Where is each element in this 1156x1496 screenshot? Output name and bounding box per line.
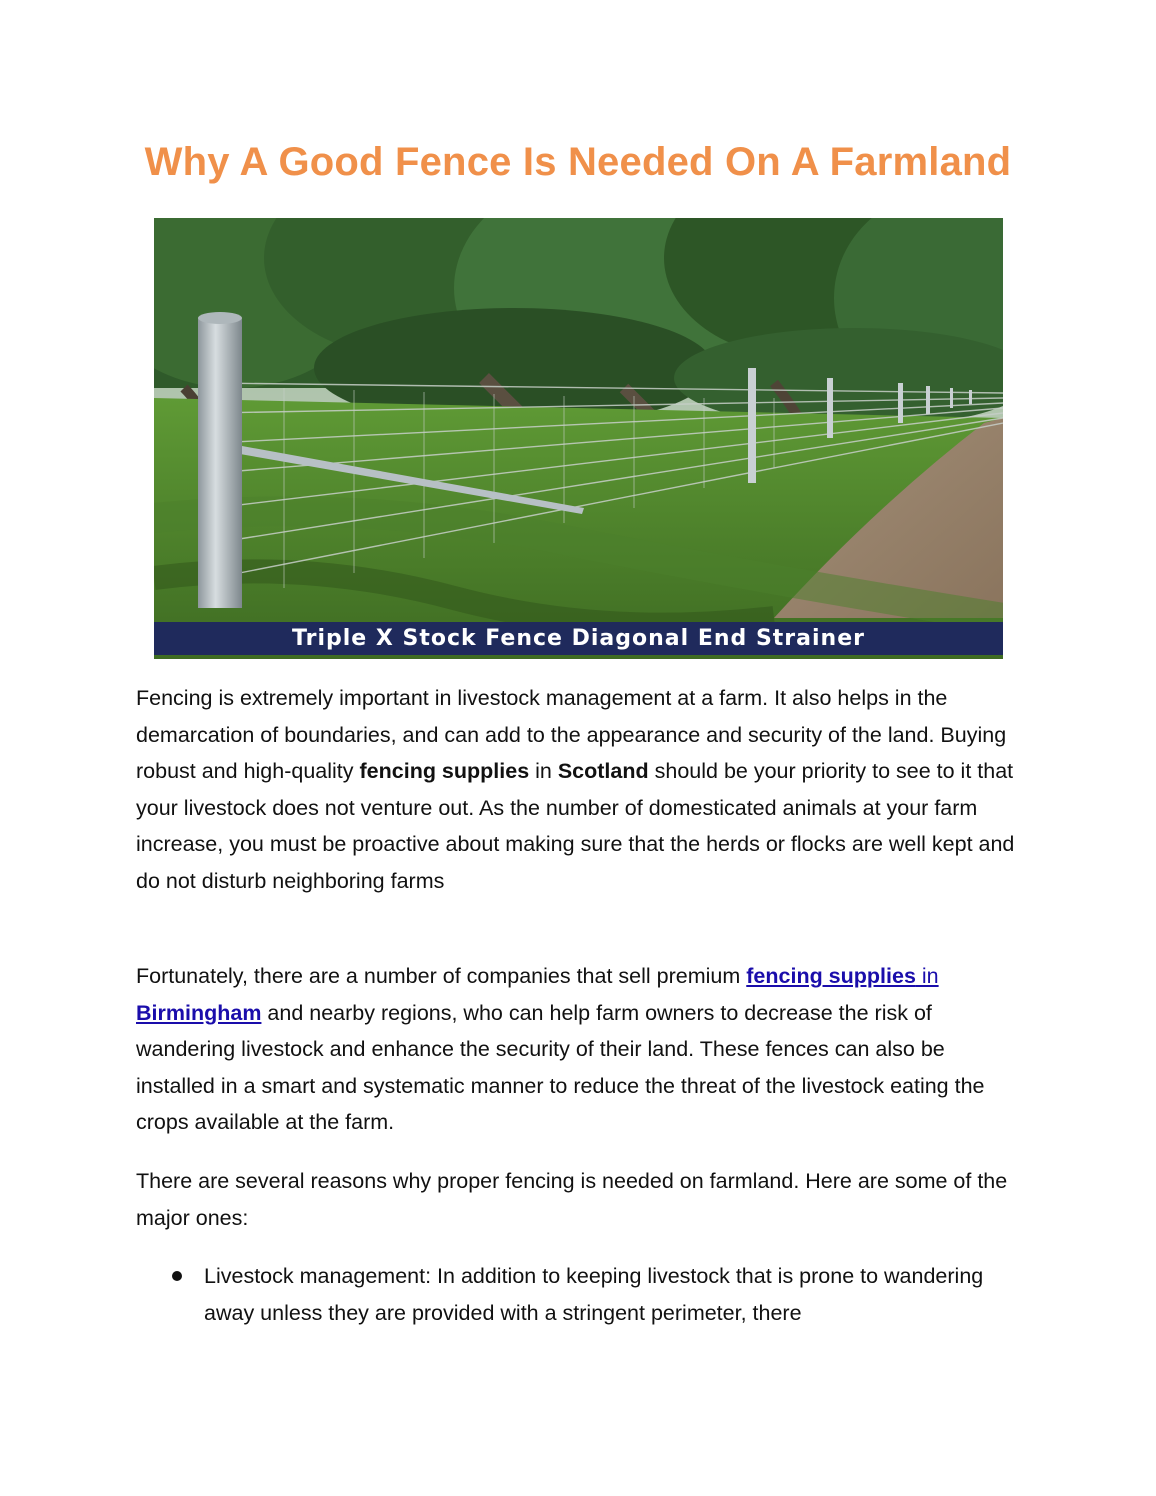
- page-title: Why A Good Fence Is Needed On A Farmland: [144, 140, 1012, 184]
- bold-phrase: fencing supplies: [359, 759, 530, 783]
- text-run: Fencing is extremely important in livestock management at a farm. It also helps in the demarcation of boundaries, and can add to the appearance and security of the land. Buying robust and high-quality: [136, 686, 1007, 783]
- text-run: Fortunately, there are a number of companies that sell premium: [136, 964, 747, 988]
- bold-location: Scotland: [557, 759, 649, 783]
- fence-illustration: [154, 218, 1003, 659]
- reasons-paragraph: There are several reasons why proper fencing is needed on farmland. Here are some of the major ones:: [136, 1169, 1008, 1230]
- intro-paragraph: [136, 680, 1026, 899]
- link-text: fencing supplies: [746, 964, 916, 988]
- link-text: in: [915, 964, 939, 988]
- list-item-text: Livestock management: In addition to keeping livestock that is prone to wandering away unless they are provided with a stringent perimeter, there: [204, 1264, 984, 1325]
- companies-paragraph: [136, 958, 1026, 1141]
- link-text: Birmingham: [136, 1000, 262, 1025]
- image-caption: Triple X Stock Fence Diagonal End Strainer: [154, 622, 1003, 655]
- text-run: in: [529, 759, 558, 783]
- fence-photo: [154, 218, 1003, 659]
- list-item: [136, 1258, 1026, 1331]
- bullet-icon: [172, 1271, 182, 1281]
- reasons-list: [136, 1258, 1026, 1331]
- text-run: should be your priority to see to it that your livestock does not venture out. As the number of domesticated animals at your farm increase, you must be proactive about making sure that the herds or flocks are well kept and do not disturb neighboring farms: [136, 759, 1015, 893]
- text-run: and nearby regions, who can help farm owners to decrease the risk of wandering livestock and enhance the security of their land. These fences can also be installed in a smart and systematic manner to reduce the threat of the livestock eating the crops available at the farm.: [136, 1000, 985, 1134]
